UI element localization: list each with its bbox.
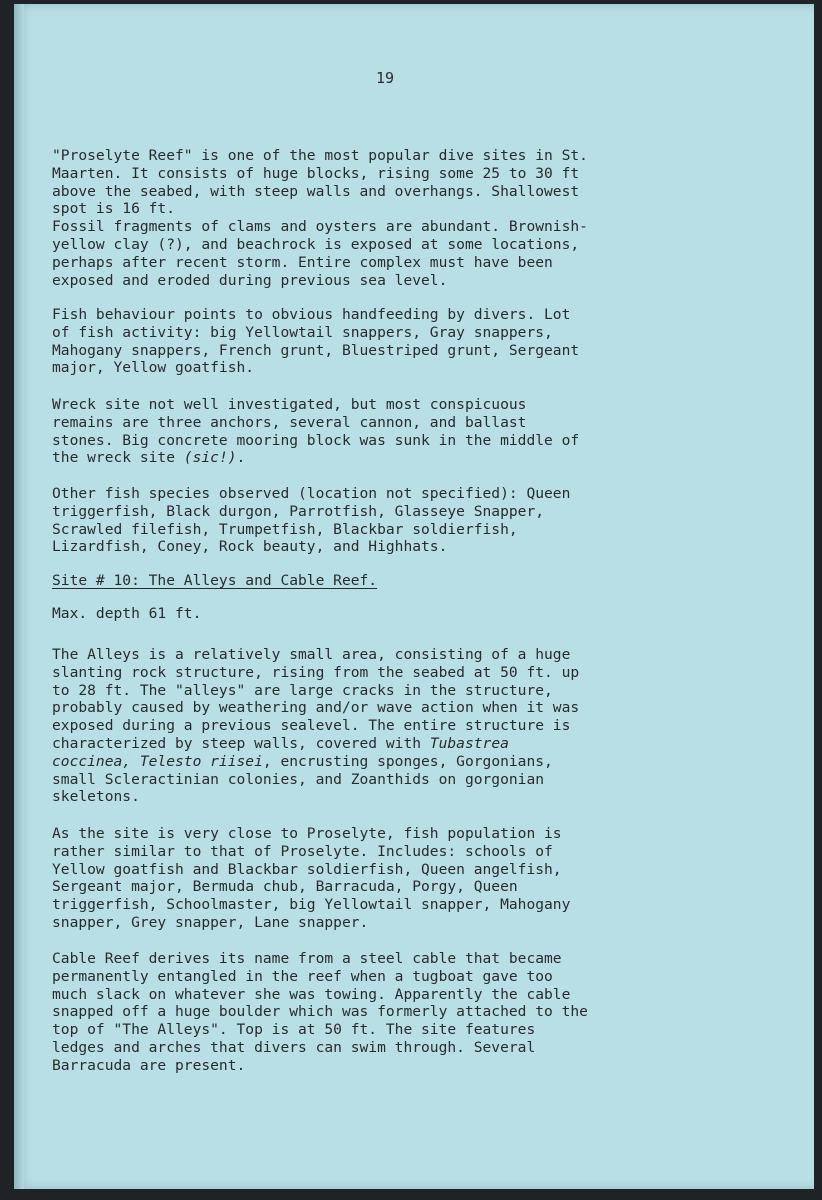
binding-edge [14,4,24,1189]
paragraph-proselyte-reef: "Proselyte Reef" is one of the most popular dive sites in St. Maarten. It consists of huge blocks, rising some 25 to 30 ft above the seabed, with steep walls and overhangs. Shallowest spot is 16 ft. Fossil fragments of clams and oysters are abundant. Brownish- yellow clay (?), and beachrock is exposed at some locations, perhaps after recent storm. Entire complex must have been exposed and eroded during previous sea level. [52,147,588,289]
paragraph-fish-behaviour: Fish behaviour points to obvious handfeeding by divers. Lot of fish activity: big Yellowtail snappers, Gray snappers, Mahogany snappers, French grunt, Bluestriped grunt, Sergeant major, Yellow goatfish. [52,306,580,377]
document-page [14,4,814,1189]
page-number: 19 [376,69,395,87]
wreck-site-text: Wreck site not well investigated, but most conspicuous remains are three anchors, several cannon, and ballast stones. Big concrete mooring block was sunk in the middle of the wreck site [52,396,580,467]
wreck-site-end: . [236,449,246,467]
sic-italic: (sic!) [183,449,237,467]
paragraph-fish-population: As the site is very close to Proselyte, fish population is rather similar to that of Proselyte. Includes: schools of Yellow goatfish and Blackbar soldierfish, Queen angelfish, Sergeant major, Bermuda chub, Barracuda, Porgy, Queen triggerfish, Schoolmaster, big Yellowtail snapper, Mahogany snapper, Grey snapper, Lane snapper. [52,825,571,931]
paragraph-other-fish-species: Other fish species observed (location not specified): Queen triggerfish, Black durgon, Parrotfish, Glasseye Snapper, Scrawled filefish, Trumpetfish, Blackbar soldierfish, Lizardfish, Coney, Rock beauty, and Highhats. [52,485,571,556]
paragraph-cable-reef: Cable Reef derives its name from a steel cable that became permanently entangled in the reef when a tugboat gave too much slack on whatever she was towing. Apparently the cable snapped off a huge boulder which was formerly attached to the top of "The Alleys". Top is at 50 ft. The site features ledges and arches that divers can swim through. Several Barracuda are present. [52,950,588,1074]
alleys-text-end: , encrusting sponges, Gorgonians, small Scleractinian colonies, and Zoanthids on gorgonian skeletons. [52,752,553,806]
paragraph-the-alleys [52,646,579,806]
max-depth-line: Max. depth 61 ft. [52,605,202,622]
section-heading-site-10: Site # 10: The Alleys and Cable Reef. [52,572,378,589]
species-italic: Tubastrea coccinea, Telesto riisei [52,734,509,770]
alleys-text: The Alleys is a relatively small area, consisting of a huge slanting rock structure, rising from the seabed at 50 ft. up to 28 ft. The "alleys" are large cracks in the structure, probably caused by weathering and/or wave action when it was exposed during a previous sealevel. The entire structure is characterized by steep walls, covered with [52,646,580,752]
paragraph-wreck-site [52,396,579,467]
